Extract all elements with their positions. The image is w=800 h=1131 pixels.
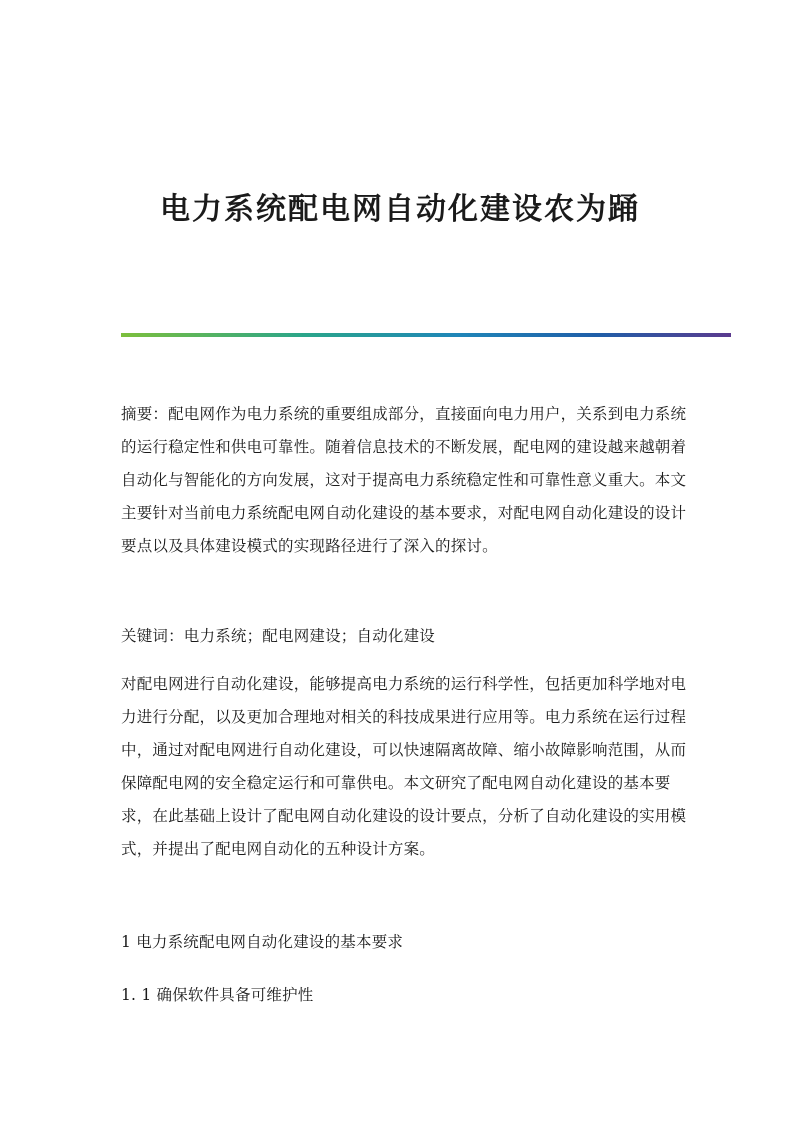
- section-1-heading: 1 电力系统配电网自动化建设的基本要求: [121, 933, 404, 951]
- abstract-paragraph: 摘要：配电网作为电力系统的重要组成部分，直接面向电力用户，关系到电力系统的运行稳定性和供电可靠性。随着信息技术的不断发展，配电网的建设越来越朝着自动化与智能化的方向发展，这对于提高电力系统稳定性和可靠性意义重大。本文主要针对当前电力系统配电网自动化建设的基本要求，对配电网自动化建设的设计要点以及具体建设模式的实现路径进行了深入的探讨。: [121, 405, 687, 555]
- intro-paragraph: 对配电网进行自动化建设，能够提高电力系统的运行科学性，包括更加科学地对电力进行分配，以及更加合理地对相关的科技成果进行应用等。电力系统在运行过程中，通过对配电网进行自动化建设，可以快速隔离故障、缩小故障影响范围，从而保障配电网的安全稳定运行和可靠供电。本文研究了配电网自动化建设的基本要求，在此基础上设计了配电网自动化建设的设计要点，分析了自动化建设的实用模式，并提出了配电网自动化的五种设计方案。: [121, 675, 687, 858]
- document-title: 电力系统配电网自动化建设农为踊: [160, 192, 640, 227]
- section-1-1-heading: 1. 1 确保软件具备可维护性: [121, 986, 314, 1004]
- keywords-line: 关键词：电力系统；配电网建设；自动化建设: [121, 627, 436, 645]
- title-divider: [121, 333, 731, 337]
